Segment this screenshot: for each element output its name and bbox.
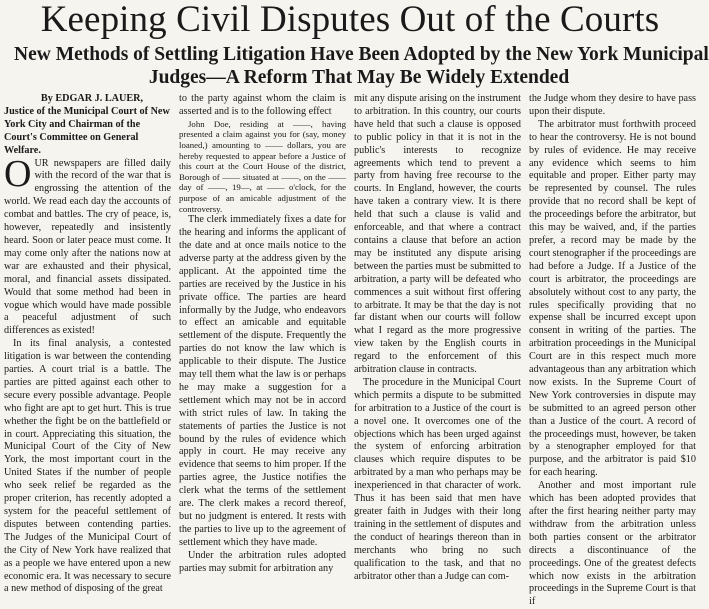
article-paragraph: Under the arbitration rules adopted parties may submit for arbitration any — [179, 549, 346, 574]
subheadline — [14, 43, 709, 89]
article-paragraph: Another and most important rule which has been adopted provides that after the first hearing neither party may withdraw from the arbitration unless both parties consent or the arbitrator directs a discontinuance of the proceedings. One of the greatest defects which now exists in the arbitration proceedings in the Supreme Court is that if — [529, 480, 696, 608]
article-paragraph: The arbitrator must forthwith proceed to hear the controversy. He is not bound by rules of evidence. He may receive any evidence which seems to him equitable and proper. Either party may be represented by counsel. The rules provide that no record shall be kept of the proceedings before the arbitrator, but this may be waived, and, if the parties prefer, a record may be made by the court stenographer if the proceedings are had before a Judge. If a Justice of the court is arbitrator, the proceedings are absolutely without cost to any party, the rules specifically providing that no expense shall be incurred except upon consent in writing of the parties. The arbitration proceedings in the Municipal Court are in this respect much more advantageous than any arbitration which now exists. In the Supreme Court of New York controversies in dispute may be submitted to an agreed person other than a Justice of the court. A record of the proceedings must, however, be taken by a stenographer employed for that purpose, and the arbitrator is paid $10 for each hearing. — [529, 118, 696, 479]
article-paragraph: In its final analysis, a contested litigation is war between the contending parties. A court trial is a battle. The parties are pitted against each other to secure every possible advantage. People who fight are apt to get hurt. This is true whether the fight be on the battlefield or in court. Appreciating this situation, the Municipal Court of the City of New York, the most important court in the United States if the number of people who seek relief be regarded as the proper criterion, has recently adopted a system for the peaceful settlement of disputes between contending parties. The Judges of the Municipal Court of the City of New York have realized that as a people we have entered upon a new economic era. It was necessary to secure a new method of disposing of the great — [4, 338, 171, 595]
article-paragraph — [4, 152, 171, 339]
column-4 — [529, 93, 696, 608]
article-columns — [4, 93, 698, 608]
headline: Keeping Civil Disputes Out of the Courts — [40, 0, 660, 40]
article-paragraph: mit any dispute arising on the instrument to arbitration. In this country, our courts have held that such a clause is opposed to public policy in that it is not in the public's interests to recognize agreements which tend to prevent a party from having free recourse to the courts. In England, however, the courts have taken a contrary view. It is there held that such a clause is valid and enforceable, and that where a contract contains a clause that before an action may be instituted any dispute arising between the parties must be submitted to arbitration, a party will be defeated who commences a suit without first offering to arbitrate. It may be that the day is not far distant when our courts will follow what I regard as the more progressive view taken by the English courts in regard to the enforcement of this arbitration clause in contracts. — [354, 93, 521, 376]
drop-cap: O — [4, 152, 32, 195]
column-2 — [179, 93, 346, 574]
paragraph-text: UR newspapers are filled daily with the record of the war that is engrossing the attention of the world. We read each day the accounts of combat and battles. The cry of peace, is, however, repeatedly and insistently heard. Soon or later peace must come. It may come only after the nations now at war are exhausted and their physical, moral, and financial assets dissipated. Would that some method had been in vogue which would have made possible a peaceful adjustment of such differences as existed! — [4, 157, 171, 337]
article-paragraph: The clerk immediately fixes a date for the hearing and informs the applicant of the date and at once mails notice to the adverse party at the address given by the applicant. At the appointed time the parties are received by the Justice in his private office. The parties are heard informally by the Judge, who endeavors to effect an amicable and equitable settlement of the dispute. Frequently the parties do not know the law which is applicable to their dispute. The Justice may tell them what the law is or perhaps he may make a suggestion for a settlement which may not be in accord with strict rules of law. In taking the statements of parties the Justice is not bound by the rules of evidence which apply in court. He may receive any evidence that seems to him proper. If the parties agree, the Justice notifies the clerk what the terms of the settlement are. The clerk makes a record thereof, but no judgment is entered. It rests with the parties to live up to the agreement of settlement which they have made. — [179, 214, 346, 548]
byline-title: Justice of the Municipal Court of New York City and Chairman of the Court's Committee on General Welfare. — [4, 105, 170, 156]
notice-form-text: John Doe, residing at ——, having presented a claim against you for (say, money loaned,) amounting to —— dollars, you are hereby requested to appear before a Justice of this court at the Court House of the district, Borough of —— situated at ——, on the —— day of ——, 19—, at —— o'clock, for the purpose of an amicable adjustment of the controversy. — [179, 118, 346, 214]
byline-author: By EDGAR J. LAUER, — [40, 93, 144, 104]
article-paragraph: to the party against whom the claim is asserted and is to the following effect — [179, 93, 346, 117]
column-1 — [4, 93, 171, 595]
subheadline-line-1: New Methods of Settling Litigation Have Been Adopted by the New York Municipal — [14, 44, 709, 65]
article-paragraph: the Judge whom they desire to have pass upon their dispute. — [529, 93, 696, 117]
subheadline-line-2: Judges—A Reform That May Be Widely Extended — [148, 67, 570, 88]
article-paragraph: The procedure in the Municipal Court which permits a dispute to be submitted for arbitration to a Justice of the court is a novel one. It overcomes one of the objections which has been urged against the system of enforcing arbitration clauses which require disputes to be arbitrated by a man who perhaps may be inexperienced in that character of work. Thus it has been said that men have greater faith in Judges with their long training in the settlement of disputes and the conduct of hearings thereon than in merchants who bring no such qualification to the task, and that no arbitrator other than a Judge can com- — [354, 376, 521, 582]
column-3 — [354, 93, 521, 582]
byline — [4, 93, 171, 158]
